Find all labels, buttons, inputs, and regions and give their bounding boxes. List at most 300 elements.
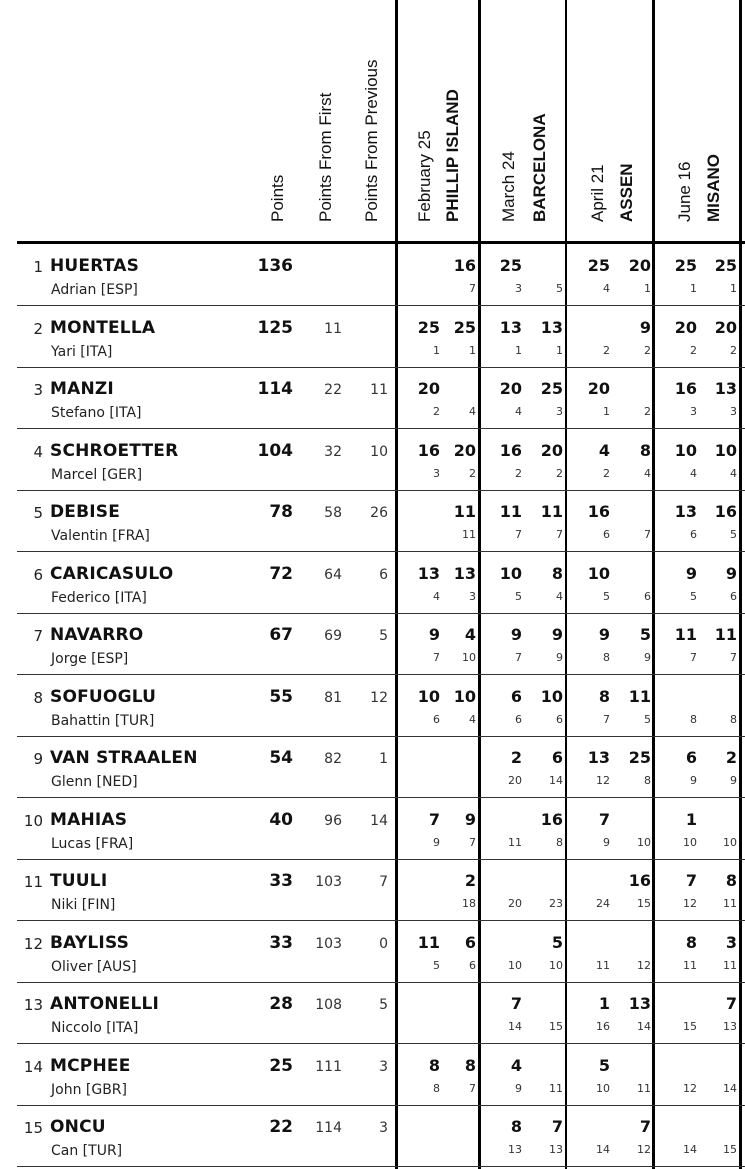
rider-points: 104 [257, 441, 293, 461]
race-2-result-2-position: 4 [556, 590, 563, 603]
race-3-result-2-position: 9 [644, 651, 651, 664]
race-3-result-1-points: 8 [598, 687, 610, 706]
race-4-result-2-points: 16 [714, 502, 737, 521]
points-from-previous: 11 [370, 382, 388, 398]
rider-last-name: HUERTAS [50, 256, 140, 276]
race-2-result-2-points: 11 [540, 502, 563, 521]
race-4-result-1-points: 9 [685, 564, 697, 583]
rider-last-name: NAVARRO [50, 625, 144, 645]
rider-points: 33 [269, 933, 293, 953]
rider-points: 40 [269, 810, 293, 830]
points-column-header: Points [268, 174, 287, 222]
race-2-result-1-points: 9 [510, 625, 522, 644]
race-1-result-2-points: 10 [453, 687, 476, 706]
race-1-result-2-points: 4 [464, 625, 476, 644]
race-2-result-2-points: 5 [551, 933, 563, 952]
race-1-result-1-points: 9 [428, 625, 440, 644]
race-2-result-2-position: 13 [549, 1143, 563, 1156]
race-2-date: March 24 [499, 151, 518, 222]
race-1-result-2-points: 11 [453, 502, 476, 521]
race-3-venue: ASSEN [617, 163, 636, 222]
race-4-result-1-points: 16 [674, 379, 697, 398]
race-3-result-1-position: 9 [603, 836, 610, 849]
rider-first-name: Federico [ITA] [51, 590, 147, 606]
rider-position: 11 [23, 873, 43, 891]
race-4-result-1-position: 14 [683, 1143, 697, 1156]
race-1-venue: PHILLIP ISLAND [443, 89, 462, 222]
race-1-result-2-position: 4 [469, 405, 476, 418]
race-4-result-1-points: 7 [685, 871, 697, 890]
race-4-result-1-position: 4 [690, 467, 697, 480]
rider-position: 3 [33, 381, 43, 399]
race-3-result-1-position: 2 [603, 467, 610, 480]
race-4-result-2-position: 3 [730, 405, 737, 418]
race-2-result-2-position: 1 [556, 344, 563, 357]
rider-first-name: Can [TUR] [51, 1143, 123, 1159]
rider-points: 125 [257, 318, 293, 338]
rider-first-name: Adrian [ESP] [51, 282, 138, 298]
race-1-result-2-position: 4 [469, 713, 476, 726]
rider-last-name: VAN STRAALEN [50, 748, 198, 768]
race-2-result-2-points: 6 [551, 748, 563, 767]
race-4-result-1-position: 6 [690, 528, 697, 541]
rider-position: 14 [23, 1058, 43, 1076]
points-from-first: 96 [324, 813, 342, 829]
rider-position: 8 [33, 689, 43, 707]
race-3-result-1-position: 12 [596, 774, 610, 787]
race-2-result-1-position: 14 [508, 1020, 522, 1033]
race-2-result-2-points: 25 [540, 379, 563, 398]
race-1-result-1-position: 2 [433, 405, 440, 418]
race-4-result-2-position: 14 [723, 1082, 737, 1095]
race-3-result-2-points: 9 [639, 318, 651, 337]
points-from-previous: 5 [379, 997, 388, 1013]
race-2-result-1-position: 7 [515, 651, 522, 664]
table-row [17, 736, 745, 798]
table-row [17, 921, 745, 983]
race-2-result-2-points: 20 [540, 441, 563, 460]
race-1-result-2-position: 1 [469, 344, 476, 357]
rider-first-name: Glenn [NED] [51, 774, 138, 790]
points-from-first: 111 [315, 1059, 342, 1075]
race-2-result-2-points: 16 [540, 810, 563, 829]
race-2-result-2-points: 9 [551, 625, 563, 644]
race-3-result-2-position: 7 [644, 528, 651, 541]
race-2-result-1-position: 2 [515, 467, 522, 480]
race-3-result-2-position: 14 [637, 1020, 651, 1033]
race-2-result-1-position: 3 [515, 282, 522, 295]
points-from-first: 32 [324, 444, 342, 460]
rider-points: 114 [257, 379, 293, 399]
rider-last-name: TUULI [50, 871, 108, 891]
race-1-result-2-points: 13 [453, 564, 476, 583]
race-3-result-1-points: 25 [587, 256, 610, 275]
race-2-result-2-points: 13 [540, 318, 563, 337]
race-1-result-1-position: 8 [433, 1082, 440, 1095]
points-from-first: 69 [324, 628, 342, 644]
race-3-result-2-points: 8 [639, 441, 651, 460]
race-2-result-1-position: 5 [515, 590, 522, 603]
points-from-first: 81 [324, 690, 342, 706]
race-2-result-2-position: 10 [549, 959, 563, 972]
race-3-result-1-points: 7 [598, 810, 610, 829]
race-3-result-2-points: 13 [628, 994, 651, 1013]
race-4-result-1-points: 20 [674, 318, 697, 337]
points-from-first: 22 [324, 382, 342, 398]
points-from-first: 64 [324, 567, 342, 583]
race-2-result-2-points: 7 [551, 1117, 563, 1136]
rider-points: 55 [269, 687, 293, 707]
race-4-result-1-points: 8 [685, 933, 697, 952]
rider-position: 2 [33, 320, 43, 338]
table-row [17, 859, 745, 921]
points-from-previous: 26 [370, 505, 388, 521]
race-1-result-1-points: 11 [417, 933, 440, 952]
race-1-result-1-position: 3 [433, 467, 440, 480]
race-2-result-2-position: 7 [556, 528, 563, 541]
race-2-result-2-position: 6 [556, 713, 563, 726]
table-row [17, 552, 745, 614]
race-2-result-1-position: 6 [515, 713, 522, 726]
race-4-result-1-points: 25 [674, 256, 697, 275]
rider-last-name: ONCU [50, 1117, 106, 1137]
rider-last-name: DEBISE [50, 502, 121, 522]
rider-position: 6 [33, 566, 43, 584]
race-2-result-2-position: 3 [556, 405, 563, 418]
race-1-result-2-position: 7 [469, 836, 476, 849]
race-3-result-2-position: 10 [637, 836, 651, 849]
race-2-result-2-position: 8 [556, 836, 563, 849]
race-1-result-2-points: 6 [464, 933, 476, 952]
points-from-previous: 7 [379, 874, 388, 890]
rider-position: 13 [23, 996, 43, 1014]
race-3-result-2-position: 1 [644, 282, 651, 295]
race-1-result-2-points: 20 [453, 441, 476, 460]
points-from-first: 114 [315, 1120, 342, 1136]
rider-last-name: SCHROETTER [50, 441, 179, 461]
race-4-result-2-points: 3 [725, 933, 737, 952]
race-4-result-1-position: 11 [683, 959, 697, 972]
rider-first-name: Stefano [ITA] [51, 405, 142, 421]
race-3-result-1-points: 20 [587, 379, 610, 398]
race-2-result-1-points: 8 [510, 1117, 522, 1136]
race-2-result-1-points: 25 [499, 256, 522, 275]
race-4-result-2-position: 6 [730, 590, 737, 603]
race-4-result-1-points: 13 [674, 502, 697, 521]
race-2-result-1-position: 1 [515, 344, 522, 357]
race-3-result-2-position: 2 [644, 405, 651, 418]
race-3-result-2-position: 11 [637, 1082, 651, 1095]
race-4-result-1-position: 12 [683, 897, 697, 910]
race-4-result-1-position: 3 [690, 405, 697, 418]
race-3-result-1-position: 11 [596, 959, 610, 972]
points-from-first: 11 [324, 321, 342, 337]
race-2-result-2-position: 11 [549, 1082, 563, 1095]
points-from-previous: 12 [370, 690, 388, 706]
rider-position: 4 [33, 443, 43, 461]
table-row [17, 613, 745, 675]
race-1-result-1-points: 20 [417, 379, 440, 398]
race-3-result-1-position: 10 [596, 1082, 610, 1095]
rider-last-name: MONTELLA [50, 318, 156, 338]
race-3-result-1-points: 16 [587, 502, 610, 521]
table-row [17, 675, 745, 737]
rider-first-name: Yari [ITA] [51, 344, 113, 360]
race-3-result-2-points: 11 [628, 687, 651, 706]
race-4-result-2-points: 13 [714, 379, 737, 398]
rider-last-name: MAHIAS [50, 810, 128, 830]
table-header [0, 0, 745, 243]
rider-first-name: Oliver [AUS] [51, 959, 137, 975]
race-4-result-2-points: 9 [725, 564, 737, 583]
race-3-result-1-position: 8 [603, 651, 610, 664]
race-4-result-1-points: 11 [674, 625, 697, 644]
rider-position: 15 [23, 1119, 43, 1137]
race-4-venue: MISANO [704, 154, 723, 222]
race-4-result-2-position: 11 [723, 959, 737, 972]
race-1-date: February 25 [415, 130, 434, 222]
race-3-result-1-points: 13 [587, 748, 610, 767]
race-3-result-1-position: 5 [603, 590, 610, 603]
race-2-result-1-points: 2 [510, 748, 522, 767]
race-3-result-2-points: 7 [639, 1117, 651, 1136]
rider-points: 25 [269, 1056, 293, 1076]
table-row [17, 367, 745, 429]
race-2-result-1-points: 6 [510, 687, 522, 706]
race-1-result-1-points: 25 [417, 318, 440, 337]
rider-points: 136 [257, 256, 293, 276]
race-3-result-1-points: 9 [598, 625, 610, 644]
points-from-first-column-header: Points From First [316, 92, 335, 222]
race-3-result-2-position: 6 [644, 590, 651, 603]
race-3-result-2-position: 5 [644, 713, 651, 726]
rider-first-name: Valentin [FRA] [51, 528, 150, 544]
table-row [17, 244, 745, 306]
race-2-result-1-points: 7 [510, 994, 522, 1013]
race-2-result-1-position: 13 [508, 1143, 522, 1156]
rider-points: 22 [269, 1117, 293, 1137]
rider-first-name: Niki [FIN] [51, 897, 116, 913]
rider-points: 72 [269, 564, 293, 584]
rider-position: 9 [33, 750, 43, 768]
race-4-result-1-points: 10 [674, 441, 697, 460]
table-row [17, 1044, 745, 1106]
race-3-result-1-position: 2 [603, 344, 610, 357]
rider-first-name: Lucas [FRA] [51, 836, 134, 852]
race-3-result-1-points: 5 [598, 1056, 610, 1075]
race-1-result-1-points: 8 [428, 1056, 440, 1075]
points-from-previous: 1 [379, 751, 388, 767]
rider-last-name: SOFUOGLU [50, 687, 157, 707]
rider-position: 12 [23, 935, 43, 953]
rider-first-name: Jorge [ESP] [51, 651, 129, 667]
rider-first-name: Marcel [GER] [51, 467, 143, 483]
race-1-result-2-position: 7 [469, 282, 476, 295]
race-1-result-1-points: 13 [417, 564, 440, 583]
race-3-result-2-points: 5 [639, 625, 651, 644]
race-3-result-1-points: 1 [598, 994, 610, 1013]
points-from-previous: 6 [379, 567, 388, 583]
race-1-result-1-points: 10 [417, 687, 440, 706]
table-row [17, 798, 745, 860]
race-2-result-2-position: 2 [556, 467, 563, 480]
rider-position: 10 [23, 812, 43, 830]
race-4-result-2-points: 10 [714, 441, 737, 460]
race-4-result-2-position: 8 [730, 713, 737, 726]
race-4-result-2-position: 4 [730, 467, 737, 480]
points-from-previous: 0 [379, 936, 388, 952]
race-1-result-1-position: 9 [433, 836, 440, 849]
race-3-result-2-position: 8 [644, 774, 651, 787]
race-2-result-1-position: 9 [515, 1082, 522, 1095]
race-4-result-2-points: 25 [714, 256, 737, 275]
race-2-result-2-position: 23 [549, 897, 563, 910]
race-1-result-2-position: 6 [469, 959, 476, 972]
race-1-result-2-position: 18 [462, 897, 476, 910]
race-1-result-1-position: 6 [433, 713, 440, 726]
table-row [17, 429, 745, 491]
race-1-result-2-points: 25 [453, 318, 476, 337]
race-4-result-1-position: 9 [690, 774, 697, 787]
race-2-result-1-points: 4 [510, 1056, 522, 1075]
rider-position: 5 [33, 504, 43, 522]
race-4-result-2-position: 15 [723, 1143, 737, 1156]
race-4-result-2-points: 8 [725, 871, 737, 890]
points-from-first: 103 [315, 936, 342, 952]
rider-last-name: ANTONELLI [50, 994, 160, 1014]
race-2-result-1-position: 20 [508, 774, 522, 787]
race-1-result-2-points: 8 [464, 1056, 476, 1075]
rider-last-name: MCPHEE [50, 1056, 131, 1076]
points-from-previous: 14 [370, 813, 388, 829]
points-from-previous: 3 [379, 1059, 388, 1075]
race-3-result-2-position: 12 [637, 1143, 651, 1156]
rider-last-name: MANZI [50, 379, 114, 399]
race-1-result-1-position: 1 [433, 344, 440, 357]
points-from-first: 58 [324, 505, 342, 521]
race-3-result-1-position: 1 [603, 405, 610, 418]
rider-points: 54 [269, 748, 293, 768]
race-4-result-1-position: 15 [683, 1020, 697, 1033]
race-4-result-2-points: 11 [714, 625, 737, 644]
race-2-result-1-points: 20 [499, 379, 522, 398]
race-4-result-1-position: 5 [690, 590, 697, 603]
rider-position: 1 [33, 258, 43, 276]
race-3-result-1-position: 16 [596, 1020, 610, 1033]
rider-points: 78 [269, 502, 293, 522]
points-from-previous-column-header: Points From Previous [362, 59, 381, 222]
race-4-result-1-position: 2 [690, 344, 697, 357]
rider-points: 67 [269, 625, 293, 645]
race-3-result-2-position: 12 [637, 959, 651, 972]
table-row [17, 490, 745, 552]
race-1-result-1-position: 7 [433, 651, 440, 664]
race-3-result-1-position: 24 [596, 897, 610, 910]
race-2-result-2-points: 8 [551, 564, 563, 583]
race-1-result-2-position: 10 [462, 651, 476, 664]
race-4-result-1-position: 7 [690, 651, 697, 664]
rider-first-name: Bahattin [TUR] [51, 713, 155, 729]
race-1-result-1-position: 5 [433, 959, 440, 972]
race-4-result-2-position: 1 [730, 282, 737, 295]
race-4-result-2-position: 13 [723, 1020, 737, 1033]
race-2-result-1-position: 4 [515, 405, 522, 418]
race-2-result-2-position: 9 [556, 651, 563, 664]
race-3-date: April 21 [588, 164, 607, 222]
race-2-result-1-position: 7 [515, 528, 522, 541]
race-3-result-2-points: 25 [628, 748, 651, 767]
points-from-previous: 3 [379, 1120, 388, 1136]
race-3-result-1-position: 7 [603, 713, 610, 726]
race-1-result-1-points: 16 [417, 441, 440, 460]
race-4-result-2-position: 7 [730, 651, 737, 664]
race-4-result-1-position: 10 [683, 836, 697, 849]
race-3-result-2-points: 20 [628, 256, 651, 275]
race-4-result-2-position: 11 [723, 897, 737, 910]
race-1-result-2-position: 7 [469, 1082, 476, 1095]
race-3-result-1-position: 4 [603, 282, 610, 295]
rider-first-name: John [GBR] [51, 1082, 127, 1098]
points-from-previous: 10 [370, 444, 388, 460]
points-from-first: 108 [315, 997, 342, 1013]
race-3-result-2-points: 16 [628, 871, 651, 890]
table-row [17, 982, 745, 1044]
race-4-result-2-position: 9 [730, 774, 737, 787]
race-4-result-1-position: 1 [690, 282, 697, 295]
rider-points: 33 [269, 871, 293, 891]
race-3-result-1-position: 14 [596, 1143, 610, 1156]
race-2-result-1-points: 16 [499, 441, 522, 460]
points-from-first: 82 [324, 751, 342, 767]
table-row [17, 306, 745, 368]
race-2-result-2-points: 10 [540, 687, 563, 706]
race-2-result-1-points: 13 [499, 318, 522, 337]
race-3-result-1-points: 4 [598, 441, 610, 460]
race-2-result-1-position: 10 [508, 959, 522, 972]
race-1-result-1-position: 4 [433, 590, 440, 603]
rider-last-name: BAYLISS [50, 933, 130, 953]
rider-points: 28 [269, 994, 293, 1014]
race-4-result-2-points: 7 [725, 994, 737, 1013]
race-2-venue: BARCELONA [530, 113, 549, 222]
rider-last-name: CARICASULO [50, 564, 174, 584]
race-2-result-1-points: 10 [499, 564, 522, 583]
race-3-result-2-position: 15 [637, 897, 651, 910]
race-3-result-1-position: 6 [603, 528, 610, 541]
race-4-result-2-position: 2 [730, 344, 737, 357]
race-4-result-1-points: 6 [685, 748, 697, 767]
race-1-result-2-points: 2 [464, 871, 476, 890]
race-1-result-2-position: 2 [469, 467, 476, 480]
race-1-result-2-points: 9 [464, 810, 476, 829]
race-2-result-2-position: 15 [549, 1020, 563, 1033]
rider-first-name: Niccolo [ITA] [51, 1020, 139, 1036]
rider-position: 7 [33, 627, 43, 645]
race-1-result-2-position: 3 [469, 590, 476, 603]
race-4-result-1-position: 12 [683, 1082, 697, 1095]
race-1-result-2-points: 16 [453, 256, 476, 275]
race-2-result-1-position: 11 [508, 836, 522, 849]
race-2-result-1-position: 20 [508, 897, 522, 910]
race-4-result-2-position: 5 [730, 528, 737, 541]
race-4-result-2-position: 10 [723, 836, 737, 849]
race-2-result-2-position: 5 [556, 282, 563, 295]
race-3-result-2-position: 2 [644, 344, 651, 357]
race-3-result-1-points: 10 [587, 564, 610, 583]
points-from-first: 103 [315, 874, 342, 890]
race-4-result-1-position: 8 [690, 713, 697, 726]
race-1-result-2-position: 11 [462, 528, 476, 541]
